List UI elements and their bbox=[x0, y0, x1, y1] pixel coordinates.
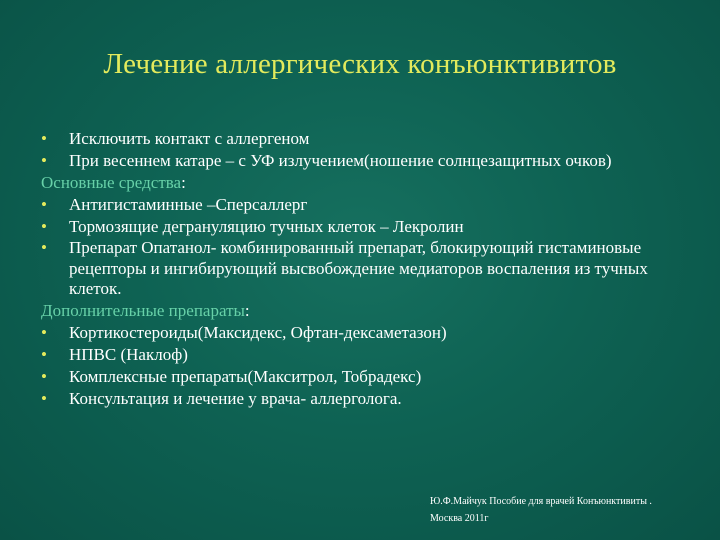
list-item bbox=[41, 195, 681, 215]
list-item-text: НПВС (Наклоф) bbox=[69, 344, 188, 364]
list-item-text: Исключить контакт с аллергеном bbox=[69, 129, 310, 148]
bullet-icon: • bbox=[41, 366, 47, 386]
section-heading-label: Основные средства bbox=[41, 172, 182, 192]
citation-line-1: Ю.Ф.Майчук Пособие для врачей Конъюнктивиты . bbox=[430, 496, 652, 507]
section-heading-colon: : bbox=[181, 172, 186, 192]
bullet-icon: • bbox=[41, 388, 47, 408]
list-item-text: Консультация и лечение у врача- аллерголога. bbox=[69, 388, 402, 408]
list-item bbox=[41, 323, 681, 343]
list-item bbox=[41, 367, 681, 387]
list-item bbox=[41, 129, 681, 149]
slide-title: Лечение аллергических конъюнктивитов bbox=[103, 48, 617, 80]
bullet-icon: • bbox=[41, 216, 47, 236]
bullet-icon: • bbox=[41, 194, 47, 214]
list-item-text: Комплексные препараты(Макситрол, Тобрадекс) bbox=[69, 366, 422, 386]
source-citation bbox=[430, 493, 700, 527]
list-item-text: Антигистаминные –Сперсаллерг bbox=[69, 194, 308, 214]
list-item bbox=[41, 389, 681, 409]
list-item bbox=[41, 217, 681, 237]
bullet-icon: • bbox=[41, 344, 47, 364]
list-item-text: Кортикостероиды(Максидекс, Офтан-дексаметазон) bbox=[69, 322, 447, 342]
list-item bbox=[41, 151, 681, 171]
section-heading-label: Дополнительные препараты bbox=[41, 300, 245, 320]
bullet-icon: • bbox=[41, 238, 47, 258]
list-item bbox=[41, 238, 681, 299]
slide-content bbox=[41, 129, 681, 410]
list-item bbox=[41, 345, 681, 365]
list-item-text: Тормозящие дегрануляцию тучных клеток – Лекролин bbox=[69, 216, 464, 236]
section-heading-extra bbox=[41, 301, 681, 321]
bullet-icon: • bbox=[41, 129, 47, 148]
citation-line-2: Москва 2011г bbox=[430, 513, 489, 524]
section-heading-main bbox=[41, 173, 681, 193]
bullet-icon: • bbox=[41, 150, 47, 170]
list-item-text: При весеннем катаре – с УФ излучением(ношение солнцезащитных очков) bbox=[69, 150, 612, 170]
bullet-icon: • bbox=[41, 322, 47, 342]
section-heading-colon: : bbox=[244, 300, 250, 320]
list-item-text: Препарат Опатанол- комбинированный препарат, блокирующий гистаминовые рецепторы и ингибирующий высвобождение медиаторов воспаления из тучных клеток. bbox=[69, 238, 648, 299]
